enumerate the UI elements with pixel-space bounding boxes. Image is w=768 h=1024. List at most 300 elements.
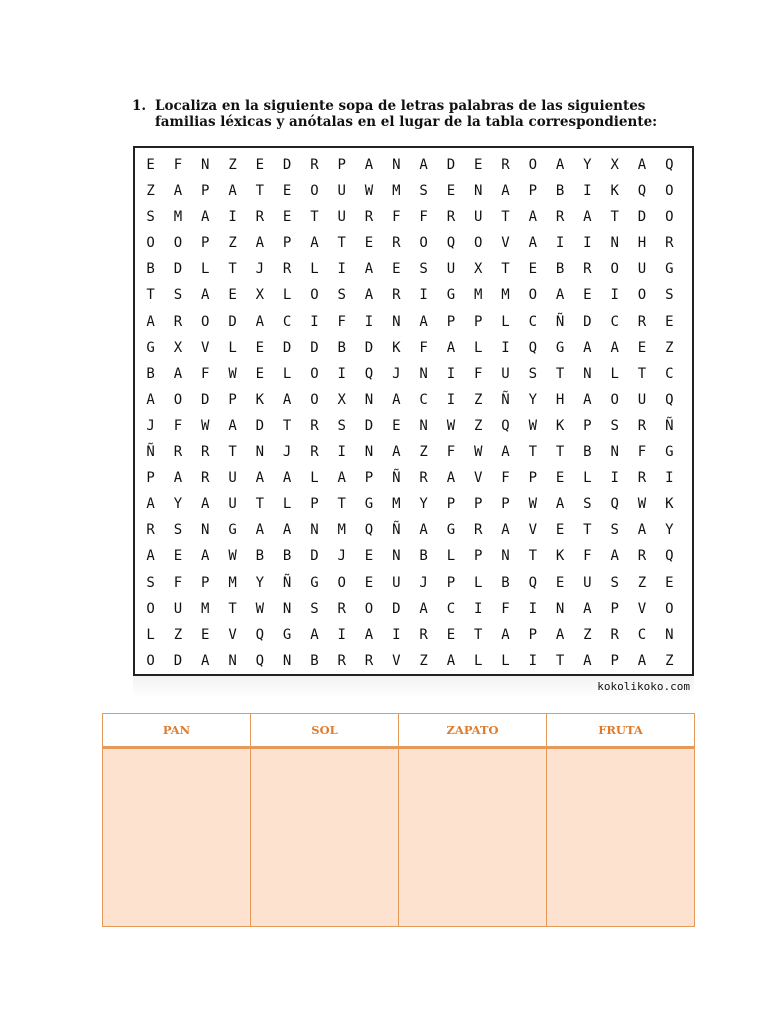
letter-cell[interactable]: A [173, 365, 183, 382]
letter-cell[interactable]: A [146, 496, 155, 513]
letter-cell[interactable]: S [610, 522, 619, 539]
letter-cell[interactable]: I [446, 391, 456, 408]
letter-cell[interactable]: P [201, 574, 210, 591]
letter-cell[interactable]: S [173, 522, 183, 539]
letter-cell[interactable]: E [173, 548, 183, 565]
letter-cell[interactable]: R [310, 417, 319, 434]
letter-cell[interactable]: T [528, 548, 538, 565]
letter-cell[interactable]: Y [583, 157, 592, 173]
letter-cell[interactable]: A [201, 209, 210, 226]
letter-cell[interactable]: A [501, 183, 510, 200]
letter-cell[interactable]: P [528, 470, 538, 487]
letter-cell[interactable]: Q [364, 522, 374, 539]
letter-cell[interactable]: N [392, 157, 401, 173]
letter-cell[interactable]: Ñ [501, 391, 510, 408]
letter-cell[interactable]: C [282, 313, 292, 330]
letter-cell[interactable]: V [528, 522, 538, 539]
letter-cell[interactable]: A [364, 287, 374, 304]
letter-cell[interactable]: G [665, 444, 674, 461]
letter-cell[interactable]: R [337, 652, 346, 669]
letter-cell[interactable]: X [255, 287, 265, 304]
letter-cell[interactable]: W [201, 417, 210, 434]
letter-cell[interactable]: N [473, 183, 483, 200]
letter-cell[interactable]: L [282, 365, 292, 382]
letter-cell[interactable]: A [310, 235, 319, 252]
letter-cell[interactable]: K [610, 183, 619, 200]
letter-cell[interactable]: E [228, 287, 237, 304]
letter-cell[interactable]: B [501, 574, 510, 591]
answer-cell-pan[interactable] [103, 748, 251, 927]
letter-cell[interactable]: M [337, 522, 346, 539]
letter-cell[interactable]: T [255, 496, 265, 513]
letter-cell[interactable]: J [392, 365, 401, 382]
letter-cell[interactable]: A [528, 235, 538, 252]
letter-cell[interactable]: M [173, 209, 183, 226]
letter-cell[interactable]: Z [228, 235, 237, 252]
letter-cell[interactable]: A [583, 391, 592, 408]
letter-cell[interactable]: S [610, 417, 619, 434]
letter-cell[interactable]: B [282, 548, 292, 565]
letter-cell[interactable]: Ñ [282, 574, 292, 591]
letter-cell[interactable]: O [665, 209, 674, 226]
letter-cell[interactable]: S [173, 287, 183, 304]
letter-cell[interactable]: C [419, 391, 428, 408]
letter-cell[interactable]: R [473, 522, 483, 539]
letter-cell[interactable]: A [146, 313, 155, 330]
letter-cell[interactable]: E [255, 365, 265, 382]
letter-cell[interactable]: A [255, 522, 265, 539]
letter-cell[interactable]: O [528, 287, 538, 304]
letter-cell[interactable]: O [637, 287, 647, 304]
letter-cell[interactable]: Z [419, 652, 428, 669]
letter-cell[interactable]: G [310, 574, 319, 591]
letter-cell[interactable]: W [528, 496, 538, 513]
letter-cell[interactable]: I [555, 235, 565, 252]
letter-cell[interactable]: I [228, 209, 237, 226]
letter-cell[interactable]: O [665, 600, 674, 617]
letter-cell[interactable]: R [310, 157, 319, 173]
letter-cell[interactable]: E [555, 522, 565, 539]
letter-cell[interactable]: A [583, 339, 592, 356]
letter-cell[interactable]: A [228, 183, 237, 200]
letter-cell[interactable]: R [146, 522, 155, 539]
letter-cell[interactable]: U [583, 574, 592, 591]
letter-cell[interactable]: R [637, 417, 647, 434]
letter-cell[interactable]: F [173, 417, 183, 434]
letter-cell[interactable]: E [392, 417, 401, 434]
letter-cell[interactable]: A [637, 652, 647, 669]
letter-cell[interactable]: O [419, 235, 428, 252]
letter-cell[interactable]: Y [255, 574, 265, 591]
letter-cell[interactable]: A [255, 313, 265, 330]
letter-cell[interactable]: I [364, 313, 374, 330]
letter-cell[interactable]: R [364, 652, 374, 669]
letter-cell[interactable]: B [146, 261, 155, 278]
letter-cell[interactable]: S [419, 183, 428, 200]
letter-cell[interactable]: I [528, 600, 538, 617]
letter-cell[interactable]: D [255, 417, 265, 434]
letter-cell[interactable]: Z [665, 339, 674, 356]
letter-cell[interactable]: P [337, 157, 346, 173]
letter-cell[interactable]: R [337, 600, 346, 617]
letter-cell[interactable]: Y [665, 522, 674, 539]
letter-cell[interactable]: L [501, 652, 510, 669]
letter-cell[interactable]: S [528, 365, 538, 382]
letter-cell[interactable]: E [364, 235, 374, 252]
letter-cell[interactable]: P [610, 600, 619, 617]
letter-cell[interactable]: E [446, 183, 456, 200]
letter-cell[interactable]: R [501, 157, 510, 173]
letter-cell[interactable]: Y [528, 391, 538, 408]
letter-cell[interactable]: L [228, 339, 237, 356]
letter-cell[interactable]: I [446, 365, 456, 382]
letter-cell[interactable]: T [473, 626, 483, 643]
letter-cell[interactable]: T [501, 261, 510, 278]
letter-cell[interactable]: E [201, 626, 210, 643]
letter-cell[interactable]: J [255, 261, 265, 278]
letter-cell[interactable]: M [392, 183, 401, 200]
letter-cell[interactable]: R [610, 626, 619, 643]
letter-cell[interactable]: A [392, 391, 401, 408]
letter-cell[interactable]: S [310, 600, 319, 617]
letter-cell[interactable]: Q [528, 339, 538, 356]
letter-cell[interactable]: S [665, 287, 674, 304]
letter-cell[interactable]: A [201, 287, 210, 304]
letter-cell[interactable]: L [473, 652, 483, 669]
letter-cell[interactable]: F [419, 209, 428, 226]
letter-cell[interactable]: R [282, 261, 292, 278]
letter-cell[interactable]: A [637, 157, 647, 173]
letter-cell[interactable]: Ñ [392, 470, 401, 487]
letter-cell[interactable]: N [392, 548, 401, 565]
letter-cell[interactable]: A [201, 496, 210, 513]
letter-cell[interactable]: P [228, 391, 237, 408]
letter-cell[interactable]: M [228, 574, 237, 591]
letter-cell[interactable]: Z [637, 574, 647, 591]
letter-cell[interactable]: B [255, 548, 265, 565]
letter-cell[interactable]: F [419, 339, 428, 356]
letter-cell[interactable]: F [501, 600, 510, 617]
letter-cell[interactable]: C [665, 365, 674, 382]
letter-cell[interactable]: P [473, 313, 483, 330]
letter-cell[interactable]: B [337, 339, 346, 356]
letter-cell[interactable]: Y [419, 496, 428, 513]
letter-cell[interactable]: A [501, 522, 510, 539]
letter-cell[interactable]: A [392, 444, 401, 461]
letter-cell[interactable]: W [255, 600, 265, 617]
answer-cell-sol[interactable] [251, 748, 399, 927]
letter-cell[interactable]: O [146, 652, 155, 669]
letter-cell[interactable]: D [583, 313, 592, 330]
letter-cell[interactable]: E [146, 157, 155, 173]
letter-cell[interactable]: O [310, 365, 319, 382]
letter-cell[interactable]: O [364, 600, 374, 617]
letter-cell[interactable]: D [637, 209, 647, 226]
letter-cell[interactable]: Z [173, 626, 183, 643]
letter-cell[interactable]: T [583, 522, 592, 539]
letter-cell[interactable]: J [146, 417, 155, 434]
letter-cell[interactable]: O [665, 183, 674, 200]
letter-cell[interactable]: R [173, 444, 183, 461]
letter-cell[interactable]: P [446, 313, 456, 330]
letter-cell[interactable]: N [419, 417, 428, 434]
letter-cell[interactable]: V [201, 339, 210, 356]
letter-cell[interactable]: C [528, 313, 538, 330]
letter-cell[interactable]: O [310, 391, 319, 408]
letter-cell[interactable]: S [146, 574, 155, 591]
letter-cell[interactable]: R [201, 444, 210, 461]
letter-cell[interactable]: W [528, 417, 538, 434]
letter-cell[interactable]: A [419, 157, 428, 173]
letter-cell[interactable]: L [282, 496, 292, 513]
letter-cell[interactable]: L [201, 261, 210, 278]
letter-cell[interactable]: U [637, 391, 647, 408]
letter-cell[interactable]: W [228, 548, 237, 565]
letter-cell[interactable]: R [665, 235, 674, 252]
letter-cell[interactable]: U [337, 209, 346, 226]
letter-cell[interactable]: D [201, 391, 210, 408]
letter-cell[interactable]: Z [473, 391, 483, 408]
letter-cell[interactable]: A [282, 522, 292, 539]
letter-cell[interactable]: T [610, 209, 619, 226]
letter-cell[interactable]: A [446, 652, 456, 669]
letter-cell[interactable]: D [282, 339, 292, 356]
letter-cell[interactable]: A [637, 522, 647, 539]
letter-cell[interactable]: A [446, 339, 456, 356]
letter-cell[interactable]: R [201, 470, 210, 487]
letter-cell[interactable]: E [364, 548, 374, 565]
letter-cell[interactable]: A [201, 652, 210, 669]
letter-cell[interactable]: I [419, 287, 428, 304]
letter-cell[interactable]: P [201, 235, 210, 252]
letter-cell[interactable]: R [364, 209, 374, 226]
letter-cell[interactable]: T [337, 496, 346, 513]
letter-cell[interactable]: D [173, 261, 183, 278]
letter-cell[interactable]: R [446, 209, 456, 226]
letter-cell[interactable]: Q [255, 652, 265, 669]
letter-cell[interactable]: I [583, 235, 592, 252]
letter-cell[interactable]: N [364, 391, 374, 408]
letter-cell[interactable]: B [310, 652, 319, 669]
letter-cell[interactable]: R [255, 209, 265, 226]
letter-cell[interactable]: N [255, 444, 265, 461]
letter-cell[interactable]: Ñ [555, 313, 565, 330]
letter-cell[interactable]: A [364, 626, 374, 643]
letter-cell[interactable]: O [473, 235, 483, 252]
letter-cell[interactable]: R [392, 287, 401, 304]
letter-cell[interactable]: N [665, 626, 674, 643]
letter-cell[interactable]: V [392, 652, 401, 669]
letter-cell[interactable]: E [392, 261, 401, 278]
letter-cell[interactable]: Q [637, 183, 647, 200]
letter-cell[interactable]: E [255, 157, 265, 173]
letter-cell[interactable]: T [555, 652, 565, 669]
letter-cell[interactable]: G [282, 626, 292, 643]
letter-cell[interactable]: U [501, 365, 510, 382]
letter-cell[interactable]: P [310, 496, 319, 513]
letter-cell[interactable]: C [637, 626, 647, 643]
letter-cell[interactable]: E [555, 470, 565, 487]
letter-cell[interactable]: L [473, 574, 483, 591]
letter-cell[interactable]: A [364, 157, 374, 173]
letter-cell[interactable]: P [473, 496, 483, 513]
letter-cell[interactable]: G [665, 261, 674, 278]
letter-cell[interactable]: T [528, 444, 538, 461]
letter-cell[interactable]: I [528, 652, 538, 669]
letter-cell[interactable]: F [337, 313, 346, 330]
letter-cell[interactable]: K [555, 548, 565, 565]
letter-cell[interactable]: B [583, 444, 592, 461]
letter-cell[interactable]: N [610, 444, 619, 461]
letter-cell[interactable]: U [228, 496, 237, 513]
letter-cell[interactable]: A [419, 313, 428, 330]
letter-cell[interactable]: O [146, 600, 155, 617]
letter-cell[interactable]: A [201, 548, 210, 565]
letter-cell[interactable]: C [610, 313, 619, 330]
letter-cell[interactable]: U [337, 183, 346, 200]
letter-cell[interactable]: N [201, 522, 210, 539]
letter-cell[interactable]: A [446, 470, 456, 487]
letter-cell[interactable]: X [173, 339, 183, 356]
letter-cell[interactable]: A [282, 470, 292, 487]
letter-cell[interactable]: E [446, 626, 456, 643]
letter-cell[interactable]: P [583, 417, 592, 434]
letter-cell[interactable]: M [473, 287, 483, 304]
letter-cell[interactable]: W [364, 183, 374, 200]
letter-cell[interactable]: A [528, 209, 538, 226]
letter-cell[interactable]: N [501, 548, 510, 565]
letter-cell[interactable]: I [337, 261, 346, 278]
letter-cell[interactable]: A [555, 496, 565, 513]
letter-cell[interactable]: R [392, 235, 401, 252]
letter-cell[interactable]: P [528, 183, 538, 200]
letter-cell[interactable]: L [583, 470, 592, 487]
letter-cell[interactable]: G [228, 522, 237, 539]
letter-cell[interactable]: O [146, 235, 155, 252]
letter-cell[interactable]: H [555, 391, 565, 408]
letter-cell[interactable]: P [146, 470, 155, 487]
letter-cell[interactable]: P [282, 235, 292, 252]
letter-cell[interactable]: K [555, 417, 565, 434]
letter-cell[interactable]: R [637, 470, 647, 487]
answer-cell-fruta[interactable] [547, 748, 695, 927]
letter-cell[interactable]: Q [528, 574, 538, 591]
letter-cell[interactable]: A [583, 209, 592, 226]
letter-cell[interactable]: A [501, 444, 510, 461]
letter-cell[interactable]: E [583, 287, 592, 304]
letter-cell[interactable]: U [228, 470, 237, 487]
letter-cell[interactable]: P [610, 652, 619, 669]
letter-cell[interactable]: E [282, 209, 292, 226]
letter-cell[interactable]: Q [255, 626, 265, 643]
letter-cell[interactable]: A [419, 522, 428, 539]
letter-cell[interactable]: I [337, 444, 346, 461]
letter-cell[interactable]: T [310, 209, 319, 226]
letter-cell[interactable]: I [501, 339, 510, 356]
letter-cell[interactable]: D [364, 417, 374, 434]
letter-cell[interactable]: T [228, 261, 237, 278]
letter-cell[interactable]: R [637, 548, 647, 565]
letter-cell[interactable]: L [610, 365, 619, 382]
letter-cell[interactable]: N [583, 365, 592, 382]
letter-cell[interactable]: A [555, 287, 565, 304]
letter-cell[interactable]: G [446, 522, 456, 539]
letter-cell[interactable]: O [610, 391, 619, 408]
letter-cell[interactable]: F [201, 365, 210, 382]
letter-cell[interactable]: T [255, 183, 265, 200]
letter-cell[interactable]: S [337, 417, 346, 434]
letter-cell[interactable]: P [364, 470, 374, 487]
letter-cell[interactable]: N [610, 235, 619, 252]
letter-cell[interactable]: Z [228, 157, 237, 173]
letter-cell[interactable]: E [364, 574, 374, 591]
letter-cell[interactable]: F [637, 444, 647, 461]
letter-cell[interactable]: D [364, 339, 374, 356]
letter-cell[interactable]: G [146, 339, 155, 356]
letter-cell[interactable]: B [555, 183, 565, 200]
letter-cell[interactable]: I [583, 183, 592, 200]
letter-cell[interactable]: U [446, 261, 456, 278]
letter-cell[interactable]: L [310, 261, 319, 278]
letter-cell[interactable]: O [310, 183, 319, 200]
letter-cell[interactable]: P [446, 574, 456, 591]
letter-cell[interactable]: M [501, 287, 510, 304]
letter-cell[interactable]: A [364, 261, 374, 278]
letter-cell[interactable]: L [282, 287, 292, 304]
letter-cell[interactable]: A [610, 339, 619, 356]
letter-cell[interactable]: Y [173, 496, 183, 513]
letter-cell[interactable]: O [610, 261, 619, 278]
letter-cell[interactable]: I [610, 287, 619, 304]
letter-cell[interactable]: M [201, 600, 210, 617]
letter-cell[interactable]: A [146, 548, 155, 565]
letter-cell[interactable]: I [392, 626, 401, 643]
letter-cell[interactable]: D [228, 313, 237, 330]
letter-cell[interactable]: J [419, 574, 428, 591]
letter-cell[interactable]: A [228, 417, 237, 434]
letter-cell[interactable]: E [282, 183, 292, 200]
letter-cell[interactable]: P [473, 548, 483, 565]
letter-cell[interactable]: A [255, 235, 265, 252]
letter-cell[interactable]: U [473, 209, 483, 226]
letter-cell[interactable]: B [146, 365, 155, 382]
letter-cell[interactable]: A [555, 157, 565, 173]
letter-cell[interactable]: A [501, 626, 510, 643]
letter-cell[interactable]: G [555, 339, 565, 356]
letter-cell[interactable]: Q [501, 417, 510, 434]
letter-cell[interactable]: V [473, 470, 483, 487]
letter-cell[interactable]: F [583, 548, 592, 565]
letter-cell[interactable]: P [501, 496, 510, 513]
letter-cell[interactable]: N [364, 444, 374, 461]
letter-cell[interactable]: P [201, 183, 210, 200]
letter-cell[interactable]: L [310, 470, 319, 487]
letter-cell[interactable]: S [583, 496, 592, 513]
letter-cell[interactable]: O [173, 391, 183, 408]
letter-cell[interactable]: T [282, 417, 292, 434]
letter-cell[interactable]: W [446, 417, 456, 434]
letter-cell[interactable]: D [310, 548, 319, 565]
letter-cell[interactable]: T [228, 444, 237, 461]
letter-cell[interactable]: X [473, 261, 483, 278]
letter-cell[interactable]: F [173, 574, 183, 591]
letter-cell[interactable]: Z [665, 652, 674, 669]
letter-cell[interactable]: T [555, 444, 565, 461]
letter-cell[interactable]: Q [665, 157, 674, 173]
letter-cell[interactable]: O [337, 574, 346, 591]
letter-cell[interactable]: F [473, 365, 483, 382]
letter-cell[interactable]: V [501, 235, 510, 252]
